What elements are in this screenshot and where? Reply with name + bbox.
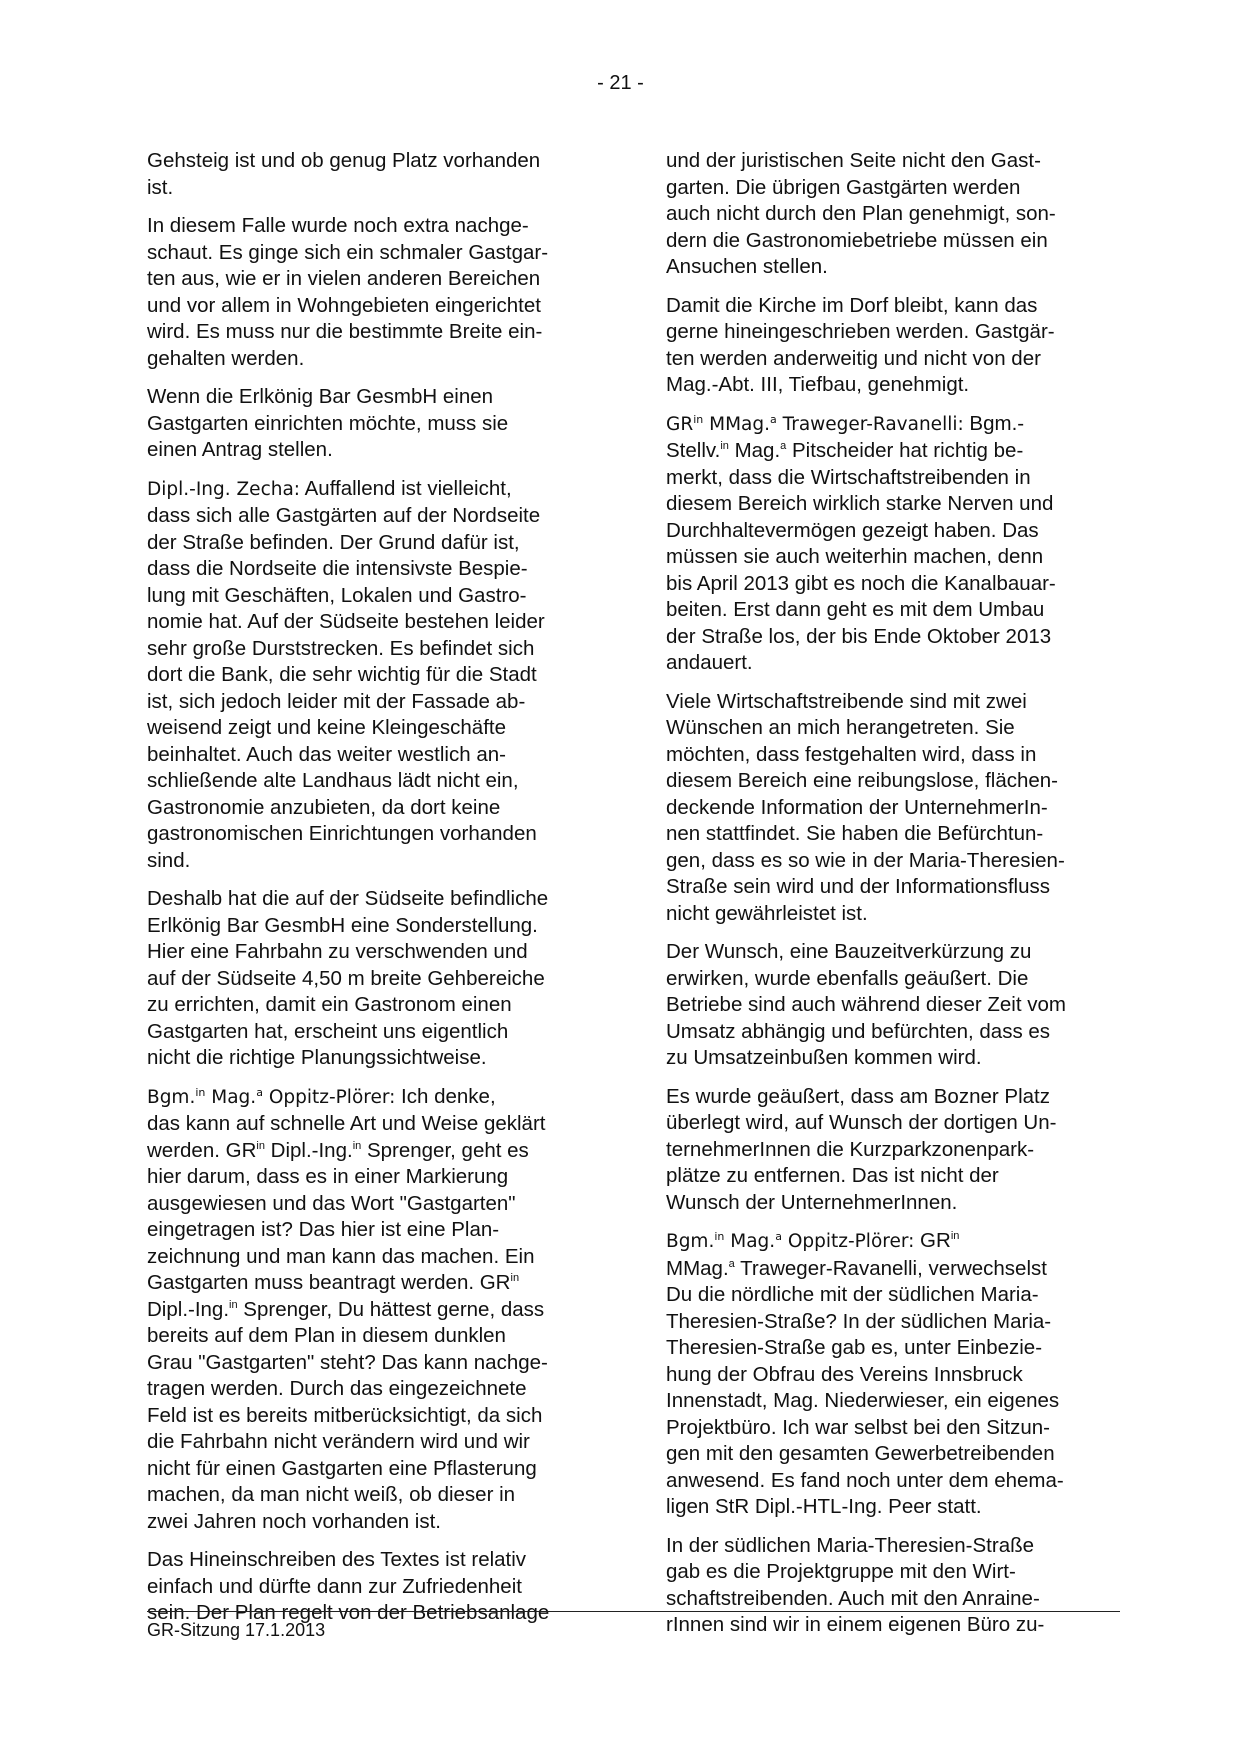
- paragraph: Viele Wirtschaftstreibende sind mit zwei Wünschen an mich herangetreten. Sie möchten, dass festgehalten wird, dass in diesem Bereich eine reibungslose, flächen- deckende Information der UnternehmerIn- nen stattfindet. Sie haben die Befürchtun- gen, dass es so wie in der Maria-Theresien- Straße sein wird und der Informationsfluss nicht gewährleistet ist.: [666, 689, 1065, 925]
- footer-divider: [147, 1611, 1120, 1612]
- speech-paragraph: [666, 1228, 1118, 1521]
- right-column: [666, 148, 1118, 1651]
- speech-paragraph: [147, 476, 599, 875]
- speech-text: Auffallend ist vielleicht, dass sich alle Gastgärten auf der Nordseite der Straße befinden. Der Grund dafür ist, dass die Nordseite die intensivste Bespie- lung mit Geschäften, Lokalen und Gastro- nomie hat. Auf der Südseite bestehen leider sehr große Durststrecken. Es befindet sich dort die Bank, die sehr wichtig für die Stadt ist, sich jedoch leider mit der Fassade ab- weisend zeigt und keine Kleingeschäfte beinhaltet. Auch das weiter westlich an- schließende alte Landhaus lädt nicht ein, Gastronomie anzubieten, da dort keine gastronomischen Einrichtungen vorhanden sind.: [147, 476, 545, 872]
- speech-text: Bgm.- Stellv.$^{in}$ Mag.$^a$ Pitscheider hat richtig be- merkt, dass die Wirtschaftstreibenden in diesem Bereich wirklich starke Nerven und Durchhaltevermögen gezeigt haben. Das müssen sie auch weiterhin machen, denn bis April 2013 gibt es noch die Kanalbauar- beiten. Erst dann geht es mit dem Umbau der Straße los, der bis Ende Oktober 2013 andauert.: [666, 411, 1056, 674]
- paragraph: und der juristischen Seite nicht den Gast- garten. Die übrigen Gastgärten werden auch nicht durch den Plan genehmigt, son- dern die Gastronomiebetriebe müssen ein Ansuchen stellen.: [666, 149, 1056, 278]
- speech-text: $GR^{in}$ MMag.$^a$ Traweger-Ravanelli, verwechselst Du die nördliche mit der südlichen Maria- Theresien-Straße? In der südlichen Maria- Theresien-Straße gab es, unter Einbezie- hung der Obfrau des Vereins Innsbruck Innenstadt, Mag. Niederwieser, ein eigenes Projektbüro. Ich war selbst bei den Sitzun- gen mit den gesamten Gewerbetreibenden anwesend. Es fand noch unter dem ehema- ligen StR Dipl.-HTL-Ing. Peer statt.: [666, 1229, 1064, 1518]
- speaker-name: Bgm.$^{in}$ Mag.$^a$ Oppitz-Plörer:: [666, 1229, 915, 1252]
- speech-text: Ich denke, das kann auf schnelle Art und Weise geklärt werden. $GR^{in}$ Dipl.-Ing.$^{in}$ Sprenger, geht es hier darum, dass es in einer Markierung ausgewiesen und das Wort "Gastgarten" eingetragen ist? Das hier ist eine Plan- zeichnung und man kann das machen. Ein Gastgarten muss beantragt werden. $GR^{in}$ Dipl.-Ing.$^{in}$ Sprenger, Du hättest gerne, dass bereits auf dem Plan in diesem dunklen Grau "Gastgarten" steht? Das kann nachge- tragen werden. Durch das eingezeichnete Feld ist es bereits mitberücksichtigt, da sich die Fahrbahn nicht verändern wird und wir nicht für einen Gastgarten eine Pflasterung machen, da man nicht weiß, ob dieser in zwei Jahren noch vorhanden ist.: [147, 1084, 548, 1533]
- speaker-name: Bgm.$^{in}$ Mag.$^a$ Oppitz-Plörer:: [147, 1085, 396, 1108]
- paragraph: Der Wunsch, eine Bauzeitverkürzung zu erwirken, wurde ebenfalls geäußert. Die Betriebe sind auch während dieser Zeit vom Umsatz abhängig und befürchten, dass es zu Umsatzeinbußen kommen wird.: [666, 940, 1066, 1069]
- paragraph: Damit die Kirche im Dorf bleibt, kann das gerne hineingeschrieben werden. Gastgär- ten werden anderweitig und nicht von der Mag.-Abt. III, Tiefbau, genehmigt.: [666, 293, 1055, 396]
- paragraph: In diesem Falle wurde noch extra nachge- schaut. Es ginge sich ein schmaler Gastgar- ten aus, wie er in vielen anderen Bereichen und vor allem in Wohngebieten eingerichtet wird. Es muss nur die bestimmte Breite ein- gehalten werden.: [147, 214, 549, 370]
- paragraph: Wenn die Erlkönig Bar GesmbH einen Gastgarten einrichten möchte, muss sie einen Antrag stellen.: [147, 385, 509, 461]
- speaker-name: Dipl.-Ing. Zecha:: [147, 478, 301, 500]
- paragraph: Es wurde geäußert, dass am Bozner Platz überlegt wird, auf Wunsch der dortigen Un- ternehmerInnen die Kurzparkzonenpark- plätze zu entfernen. Das ist nicht der Wunsch der UnternehmerInnen.: [666, 1084, 1057, 1214]
- footer-session-label: GR-Sitzung 17.1.2013: [147, 1620, 326, 1640]
- paragraph: Deshalb hat die auf der Südseite befindliche Erlkönig Bar GesmbH eine Sonderstellung. Hier eine Fahrbahn zu verschwenden und auf der Südseite 4,50 m breite Gehbereiche zu errichten, damit ein Gastronom einen Gastgarten hat, erscheint uns eigentlich nicht die richtige Planungssichtweise.: [147, 887, 549, 1069]
- paragraph: Gehsteig ist und ob genug Platz vorhanden ist.: [147, 149, 541, 199]
- page-number: - 21 -: [597, 72, 644, 94]
- speech-paragraph: [666, 411, 1118, 677]
- speaker-name: $GR^{in}$ MMag.$^a$ Traweger-Ravanelli:: [666, 412, 964, 435]
- left-column: [147, 148, 599, 1639]
- speech-paragraph: [147, 1084, 599, 1536]
- paragraph: Das Hineinschreiben des Textes ist relativ einfach und dürfte dann zur Zufriedenheit sein. Der Plan regelt von der Betriebsanlage: [147, 1548, 550, 1624]
- paragraph: In der südlichen Maria-Theresien-Straße gab es die Projektgruppe mit den Wirt- schaftstreibenden. Auch mit den Anraine- rInnen sind wir in einem eigenen Büro zu-: [666, 1533, 1045, 1636]
